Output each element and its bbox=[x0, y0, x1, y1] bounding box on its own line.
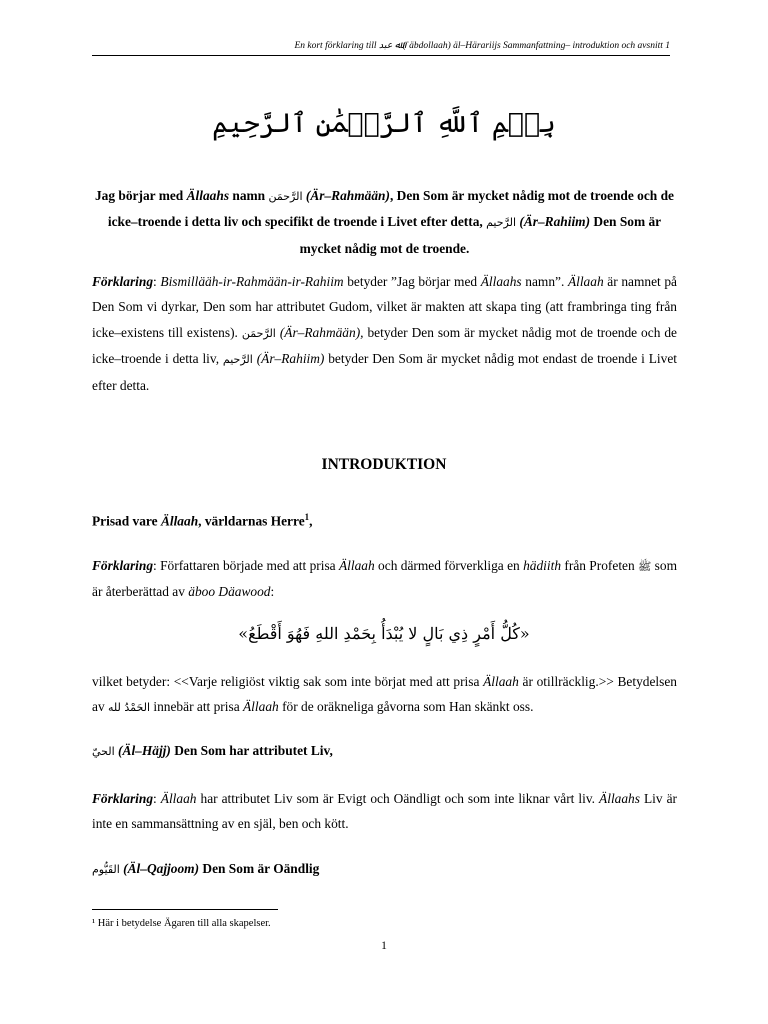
page-number: 1 bbox=[381, 940, 387, 952]
explanation-paragraph: Förklaring: Bismillääh-ir-Rahmään-ir-Rahiim betyder ”Jag börjar med Ällaahs namn”. Ällaah är namnet på Den Som vi dyrkar, Den som har attributet Gudom, vilket är makten att skapa ting (att frambringa ting från icke–existens till existens). الرَّحمَن (Är–Rahmään), betyder Den som är mycket nådig mot de troende och de icke–troende i detta liv, الرَّحيم (Är–Rahiim) betyder Den Som är mycket nådig mot endast de troende i Livet efter detta. bbox=[92, 274, 677, 393]
arabic-term: القَيُّوم bbox=[92, 863, 120, 876]
arabic-hadith: «كُلُّ أَمْرٍ ذِي بَالٍ لا يُبْدَأُ بِحَمْدِ اللهِ فَهُوَ أَقْطَعُ» bbox=[238, 624, 530, 643]
section-heading: INTRODUKTION bbox=[321, 456, 447, 473]
explanation-paragraph: Förklaring: Ällaah har attributet Liv som är Evigt och Oändligt och som inte liknar vårt liv. Ällaahs Liv är inte en sammansättning av en själ, ben och kött. bbox=[92, 791, 677, 832]
arabic-term: الرَّحيم bbox=[486, 216, 517, 230]
arabic-term: الرَّحيم bbox=[222, 353, 253, 367]
running-header: En kort förklaring till ﷲ ﻋﺒﺪ (ʿäbdollaah) äl–Härariijs Sammanfattning– introduktion och avsnitt 1 bbox=[92, 40, 670, 56]
arabic-term: الحَمْدُ لله bbox=[108, 701, 151, 715]
attribute-line: القَيُّوم (Äl–Qajjoom) Den Som är Oändlig bbox=[92, 861, 320, 876]
attribute-line: الحيّ (Äl–Häjj) Den Som har attributet Liv, bbox=[92, 743, 333, 758]
footnote-divider bbox=[92, 909, 278, 910]
salawat-glyph: ﷺ bbox=[638, 560, 652, 573]
footnote-marker: 1 bbox=[304, 512, 310, 522]
arabic-term: الرَّحمَن bbox=[241, 326, 276, 340]
opening-paragraph: Jag börjar med Ällaahs namn الرَّحمَن (Är–Rahmään), Den Som är mycket nådig mot de troende och de icke–troende i detta liv och specifikt de troende i Livet efter detta, الرَّحيم (Är–Rahiim) Den Som är mycket nådig mot de troende. bbox=[94, 188, 674, 256]
praise-line: Prisad vare Ällaah, världarnas Herre$^1$, bbox=[92, 512, 313, 529]
basmala: بِسۡمِ ٱللَّهِ ٱلرَّحۡمَٰنِ ٱلرَّحِيمِ bbox=[212, 108, 556, 139]
explanation-paragraph: Förklaring: Författaren började med att prisa Ällaah och därmed förverkliga en hädiith från Profeten ﷺ som är återberättad av äboo Däawood: bbox=[92, 558, 678, 600]
arabic-term: الرَّحمَن bbox=[268, 190, 303, 203]
footnote: ¹ Här i betydelse Ägaren till alla skapelser. bbox=[92, 918, 271, 929]
translation-paragraph: vilket betyder: <<Varje religiöst viktig sak som inte börjat med att prisa Ällaah är otillräcklig.>> Betydelsen av الحَمْدُ لله innebär att prisa Ällaah för de oräkneliga gåvorna som Han skänkt oss. bbox=[92, 674, 677, 715]
arabic-term: الحيّ bbox=[92, 745, 115, 758]
